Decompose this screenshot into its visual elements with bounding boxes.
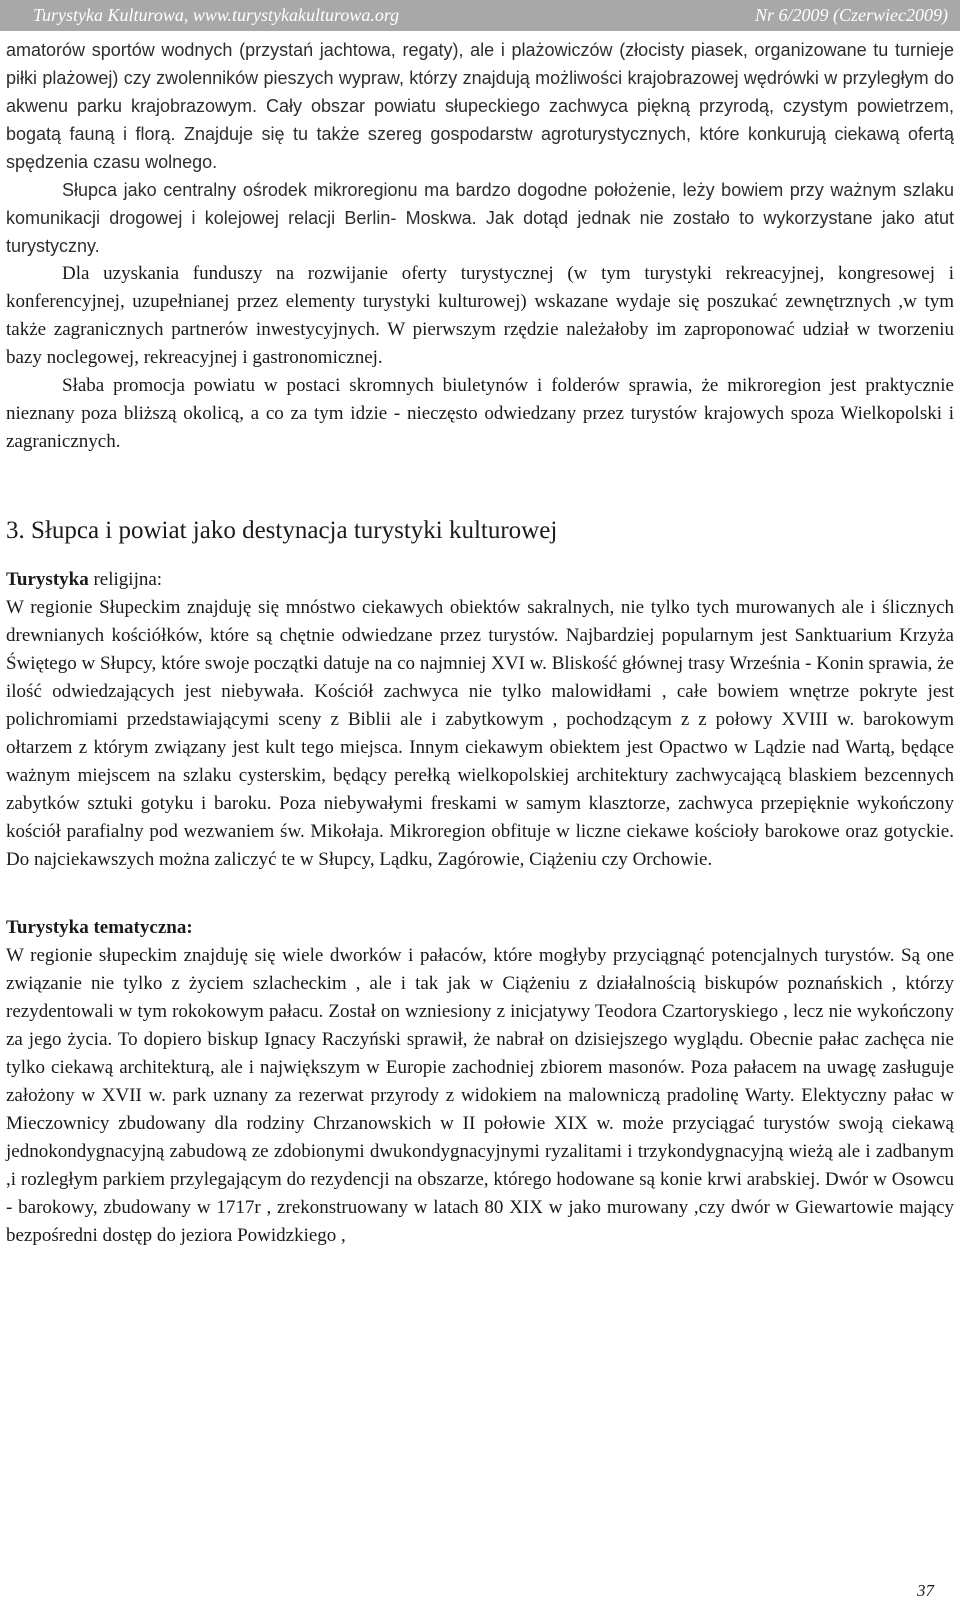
running-header <box>0 0 960 31</box>
paragraph-location: Słupca jako centralny ośrodek mikroregionu ma bardzo dogodne położenie, leży bowiem przy ważnym szlaku komunikacji drogowej i kolejowej relacji Berlin- Moskwa. Jak dotąd jednak nie zostało to wykorzystane jako atut turystyczny. <box>6 180 954 256</box>
article-body <box>6 36 954 1250</box>
paragraph-funding: Dla uzyskania funduszy na rozwijanie oferty turystycznej (w tym turystyki rekreacyjnej, kongresowej i konferencyjnej, uzupełnianej przez elementy turystyki kulturowej) wskazane wydaje się poszukać zewnętrznych ,w tym także zagranicznych partnerów inwestycyjnych. W pierwszym rzędzie należałoby im zaproponować udział w tworzeniu bazy noclegowej, rekreacyjnej i gastronomicznej. <box>6 263 954 368</box>
religious-tourism-text: W regionie Słupeckim znajduję się mnóstwo ciekawych obiektów sakralnych, nie tylko tych murowanych ale i ślicznych drewnianych kościółków, które są chętnie odwiedzane przez turystów. Najbardziej popularnym jest Sanktuarium Krzyża Świętego w Słupcy, które swoje początki datuje na co najmniej XVI w. Bliskość głównej trasy Września - Konin sprawia, że ilość odwiedzających jest niebywała. Kościół zachwyca nie tylko malowidłami , całe bowiem wnętrze pokryte jest polichromiami przedstawiającymi sceny z Biblii ale i zabytkowym , pochodzącym z z połowy XVIII w. barokowym ołtarzem z którym związany jest kult tego miejsca. Innym ciekawym obiektem jest Opactwo w Lądzie nad Wartą, będące ważnym miejscem na szlaku cysterskim, będący perełką wielkopolskiej architektury zachwycającą blaskiem bezcennych zabytków sztuki gotyku i baroku. Poza niebywałymi freskami w samym klasztorze, zachwyca przepięknie wykończony kościół parafialny pod wezwaniem św. Mikołaja. Mikroregion obfituje w liczne ciekawe kościoły barokowe oraz gotyckie. Do najciekawszych można zaliczyć te w Słupcy, Lądku, Zagórowie, Ciążeniu czy Orchowie. <box>6 597 954 870</box>
paragraph-promotion: Słaba promocja powiatu w postaci skromnych biuletynów i folderów sprawia, że mikroregion jest praktycznie nieznany poza bliższą okolicą, a co za tym idzie - nieczęsto odwiedzany przez turystów krajowych spoza Wielkopolski i zagranicznych. <box>6 375 954 452</box>
page-number: 37 <box>917 1581 934 1600</box>
religious-heading-bold: Turystyka <box>6 569 89 590</box>
paragraph-water-sports: amatorów sportów wodnych (przystań jachtowa, regaty), ale i plażowiczów (złocisty piasek, organizowane tu turnieje piłki plażowej) czy zwolenników pieszych wypraw, którzy znajdują możliwości krajobrazowej wędrówki w przyległym do akwenu parku krajobrazowym. Cały obszar powiatu słupeckiego zachwyca piękną przyrodą, czystym powietrzem, bogatą fauną i florą. Znajduje się tu także szereg gospodarstw agroturystycznych, które konkurują ciekawą ofertą spędzenia czasu wolnego. <box>6 40 954 172</box>
section-title: 3. Słupca i powiat jako destynacja turystyki kulturowej <box>6 517 558 544</box>
thematic-tourism-text: W regionie słupeckim znajduję się wiele dworków i pałaców, które mogłyby przyciągnąć potencjalnych turystów. Są one związanie nie tylko z życiem szlacheckim , ale i tak jak w Ciążeniu z działalnością biskupów poznańskich , którzy rezydentowali w tym rokokowym pałacu. Został on wzniesiony z inicjatywy Teodora Czartoryskiego , lecz nie wykończony za jego życia. To dopiero biskup Ignacy Raczyński sprawił, że nabrał on dzisiejszego wyglądu. Obecnie pałac zachęca nie tylko ciekawą architekturą, ale i największym w Europie zachodniej zbiorem masonów. Poza pałacem na uwagę zasługuje założony w XVII w. park uznany za rezerwat przyrody z widokiem na malowniczą pradolinę Warty. Elektyczny pałac w Mieczownicy zbudowany dla rodziny Chrzanowskich w II połowie XIX w. może przyciągać turystów swoją ciekawą jednokondygnacyjną zabudową ze zdobionymi dwukondygnacyjnymi ryzalitami i trzykondygnacyjną wieżą ale i zadbanym ,i rozległym parkiem przylegającym do rezydencji na obszarze, którego hodowane są konie krwi arabskiej. Dwór w Osowcu - barokowy, zbudowany w 1717r , zrekonstruowany w latach 80 XIX w jako murowany ,czy dwór w Giewartowie mający bezpośredni dostęp do jeziora Powidzkiego , <box>6 945 954 1246</box>
journal-title: Turystyka Kulturowa, www.turystykakulturowa.org <box>33 5 400 25</box>
religious-heading-rest: religijna: <box>88 569 163 590</box>
spacer <box>6 874 954 902</box>
religious-tourism-heading <box>6 566 954 594</box>
issue-number: Nr 6/2009 (Czerwiec2009) <box>755 5 948 25</box>
thematic-tourism-heading: Turystyka tematyczna: <box>6 917 193 938</box>
